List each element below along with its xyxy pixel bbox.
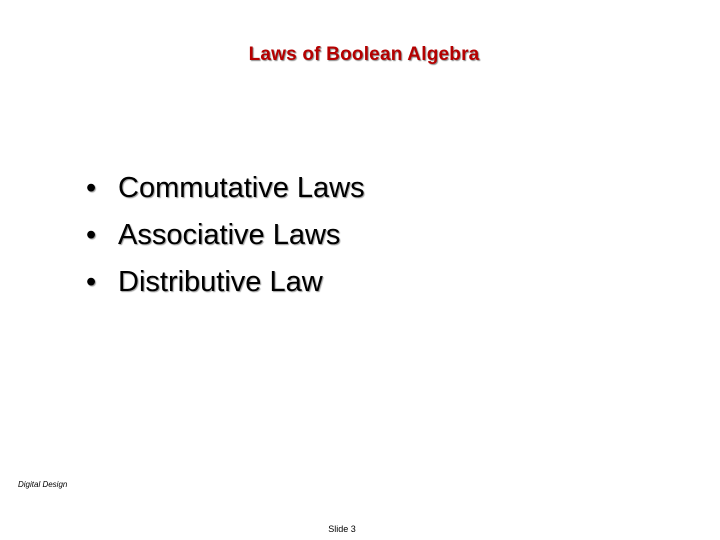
bullet-text: Associative Laws xyxy=(118,219,341,251)
bullet-marker: • xyxy=(86,266,97,298)
bullet-item-distributive xyxy=(86,262,365,309)
slide-title: Laws of Boolean Algebra xyxy=(248,44,480,65)
bullet-item-commutative xyxy=(86,168,365,215)
bullet-text: Commutative Laws xyxy=(118,172,365,204)
bullet-marker: • xyxy=(86,219,97,251)
slide-number: Slide 3 xyxy=(328,524,356,534)
bullet-marker: • xyxy=(86,172,97,204)
footer-course-name: Digital Design xyxy=(18,480,68,489)
bullet-item-associative xyxy=(86,215,365,262)
bullet-text: Distributive Law xyxy=(118,266,323,298)
bullet-list xyxy=(86,168,365,309)
